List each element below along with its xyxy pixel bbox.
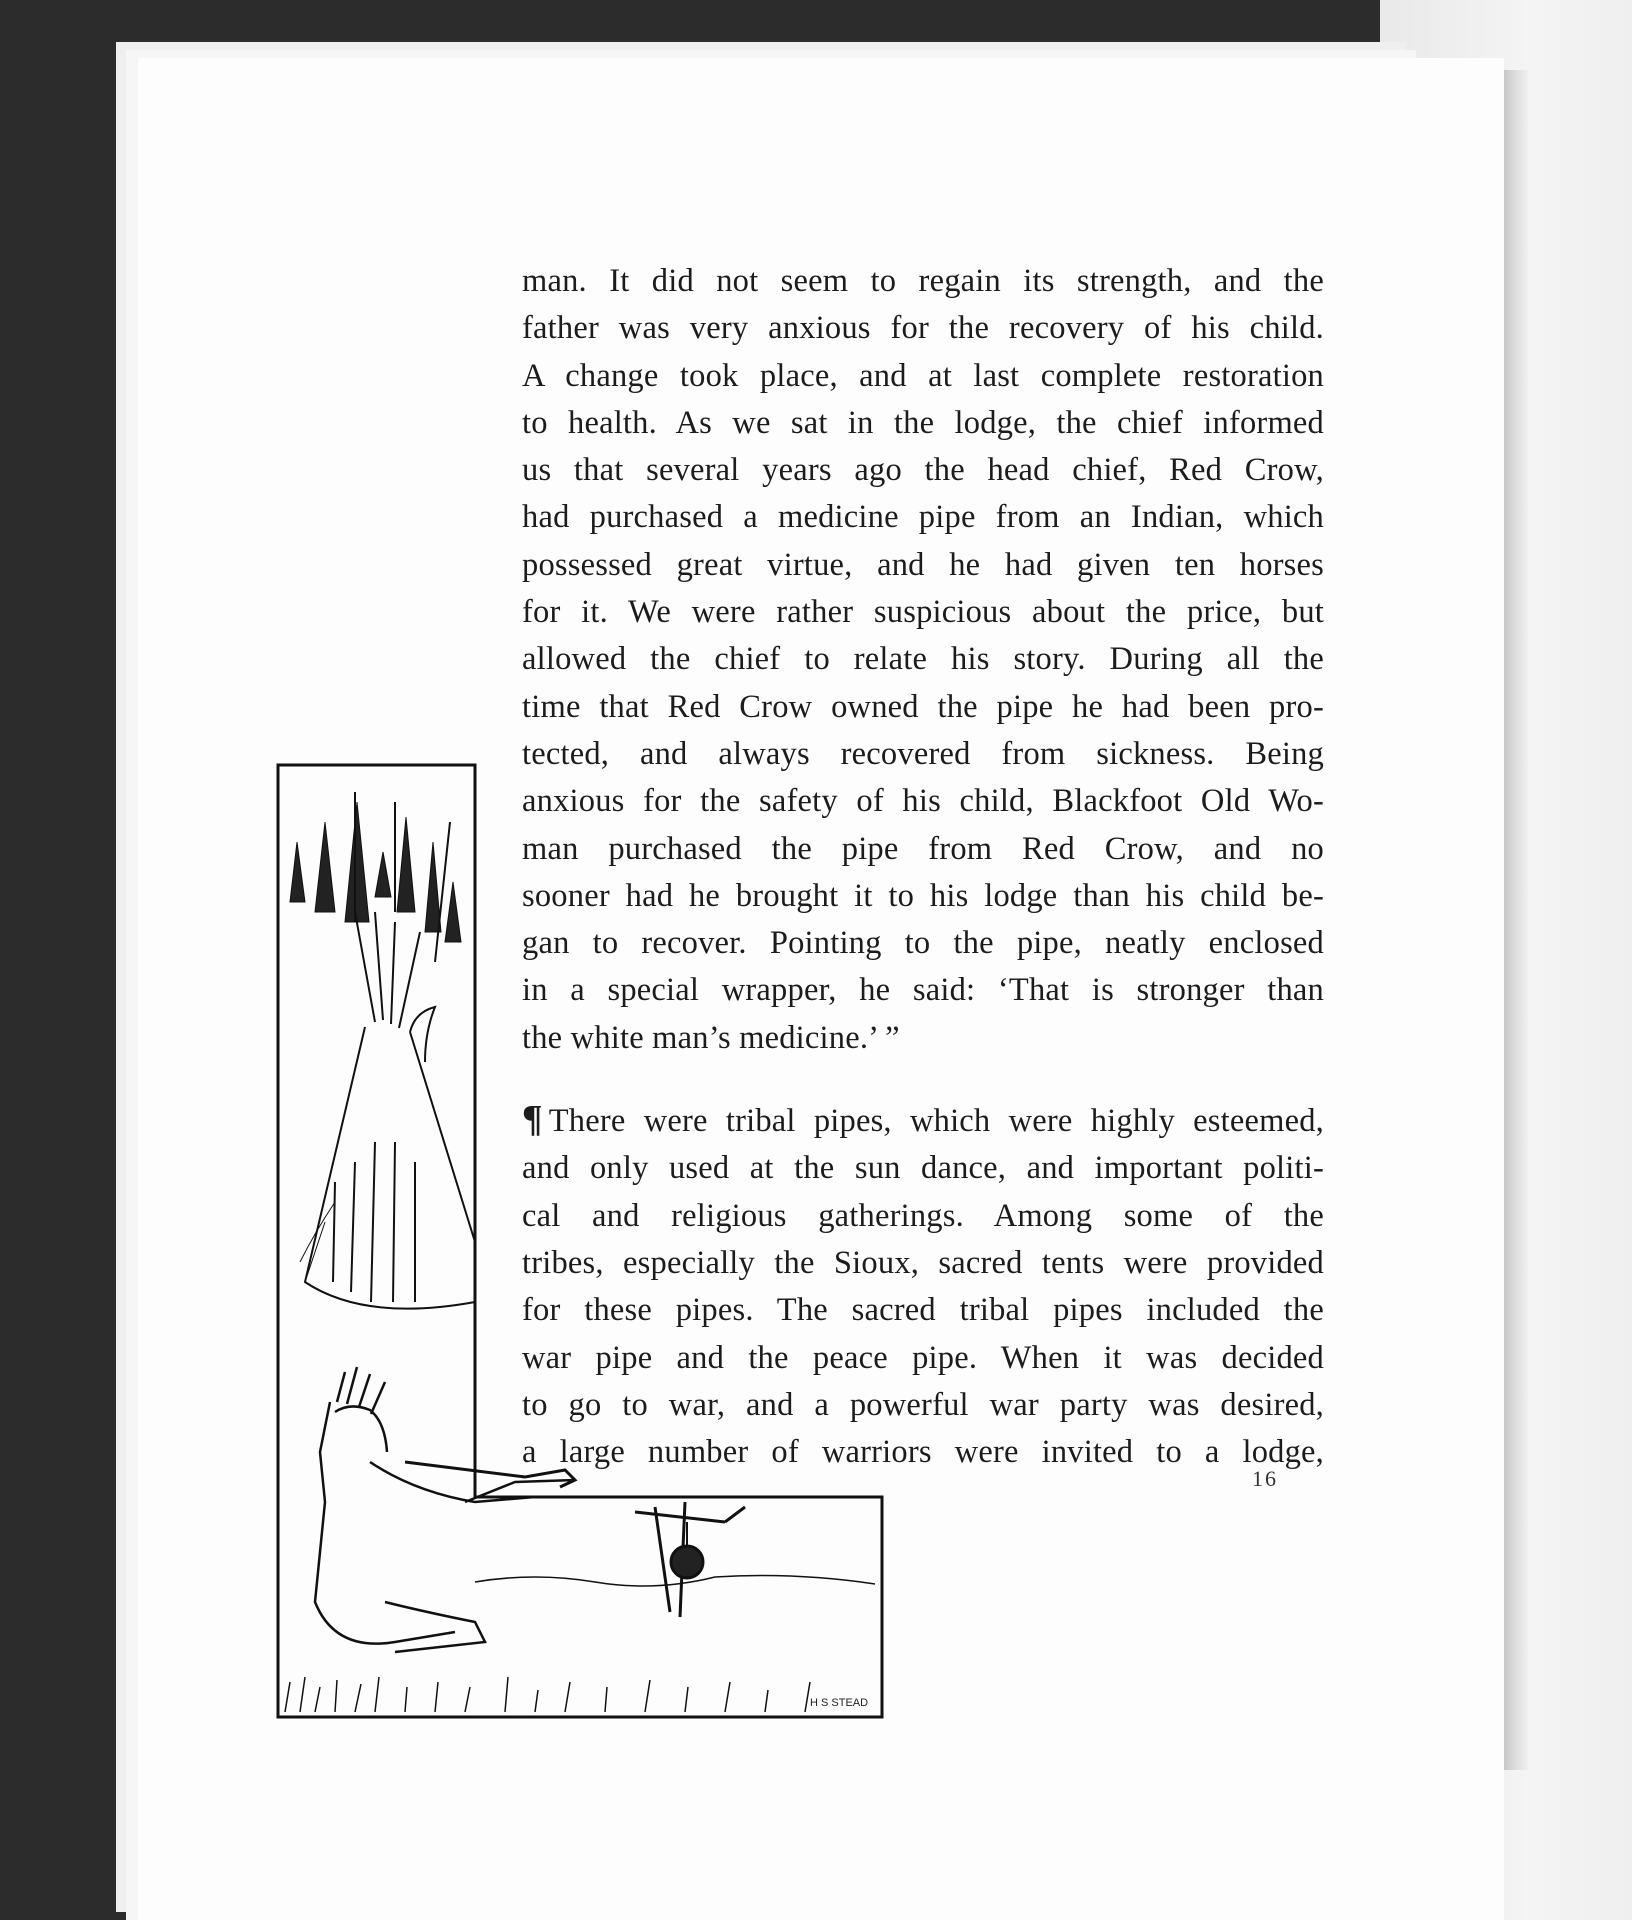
text-line: allowed the chief to relate his story. During all the <box>522 641 1324 678</box>
text-line: sooner had he brought it to his lodge than his child be- <box>522 877 1324 914</box>
text-line: father was very anxious for the recovery of his child. <box>522 310 1324 347</box>
text-line: in a special wrapper, he said: ‘That is stronger than <box>522 972 1324 1009</box>
seated-figure <box>315 1367 575 1652</box>
text-line: for these pipes. The sacred tribal pipes included the <box>522 1292 1324 1329</box>
teepee <box>300 912 475 1309</box>
text-line: to health. As we sat in the lodge, the chief informed <box>522 404 1324 441</box>
text-line: war pipe and the peace pipe. When it was decided <box>522 1339 1324 1376</box>
text-line: a large number of warriors were invited to a lodge, <box>522 1434 1324 1471</box>
text-line: for it. We were rather suspicious about the price, but <box>522 594 1324 631</box>
page-number: 16 <box>1252 1466 1278 1491</box>
text-line: cal and religious gatherings. Among some of the <box>522 1197 1324 1234</box>
illustration-teepee-smoker <box>275 762 885 1722</box>
text-line: A change took place, and at last complete restoration <box>522 357 1324 394</box>
text-line: us that several years ago the head chief, Red Crow, <box>522 452 1324 489</box>
text-line: anxious for the safety of his child, Blackfoot Old Wo- <box>522 783 1324 820</box>
text-line-content: There were tribal pipes, which were highly esteemed, <box>548 1103 1324 1140</box>
text-line: and only used at the sun dance, and important politi- <box>522 1150 1324 1187</box>
pine-trees <box>290 792 461 962</box>
text-line: man purchased the pipe from Red Crow, and no <box>522 830 1324 867</box>
text-line: man. It did not seem to regain its strength, and the <box>522 263 1324 299</box>
text-line: tected, and always recovered from sickness. Being <box>522 735 1324 772</box>
text-line: time that Red Crow owned the pipe he had been pro- <box>522 688 1324 725</box>
tobacco-pipe <box>405 1462 575 1487</box>
text-line: possessed great virtue, and he had given ten horses <box>522 546 1324 583</box>
text-line: tribes, especially the Sioux, sacred tents were provided <box>522 1244 1324 1281</box>
text-line: had purchased a medicine pipe from an Indian, which <box>522 499 1324 536</box>
text-line: to go to war, and a powerful war party was desired, <box>522 1386 1324 1423</box>
text-line: gan to recover. Pointing to the pipe, neatly enclosed <box>522 925 1324 962</box>
artist-signature: H S STEAD <box>810 1697 869 1709</box>
text-line: the white man’s medicine.’ ” <box>522 1019 900 1056</box>
cooking-tripod <box>635 1502 745 1617</box>
pilcrow-mark: ¶ <box>522 1098 543 1141</box>
